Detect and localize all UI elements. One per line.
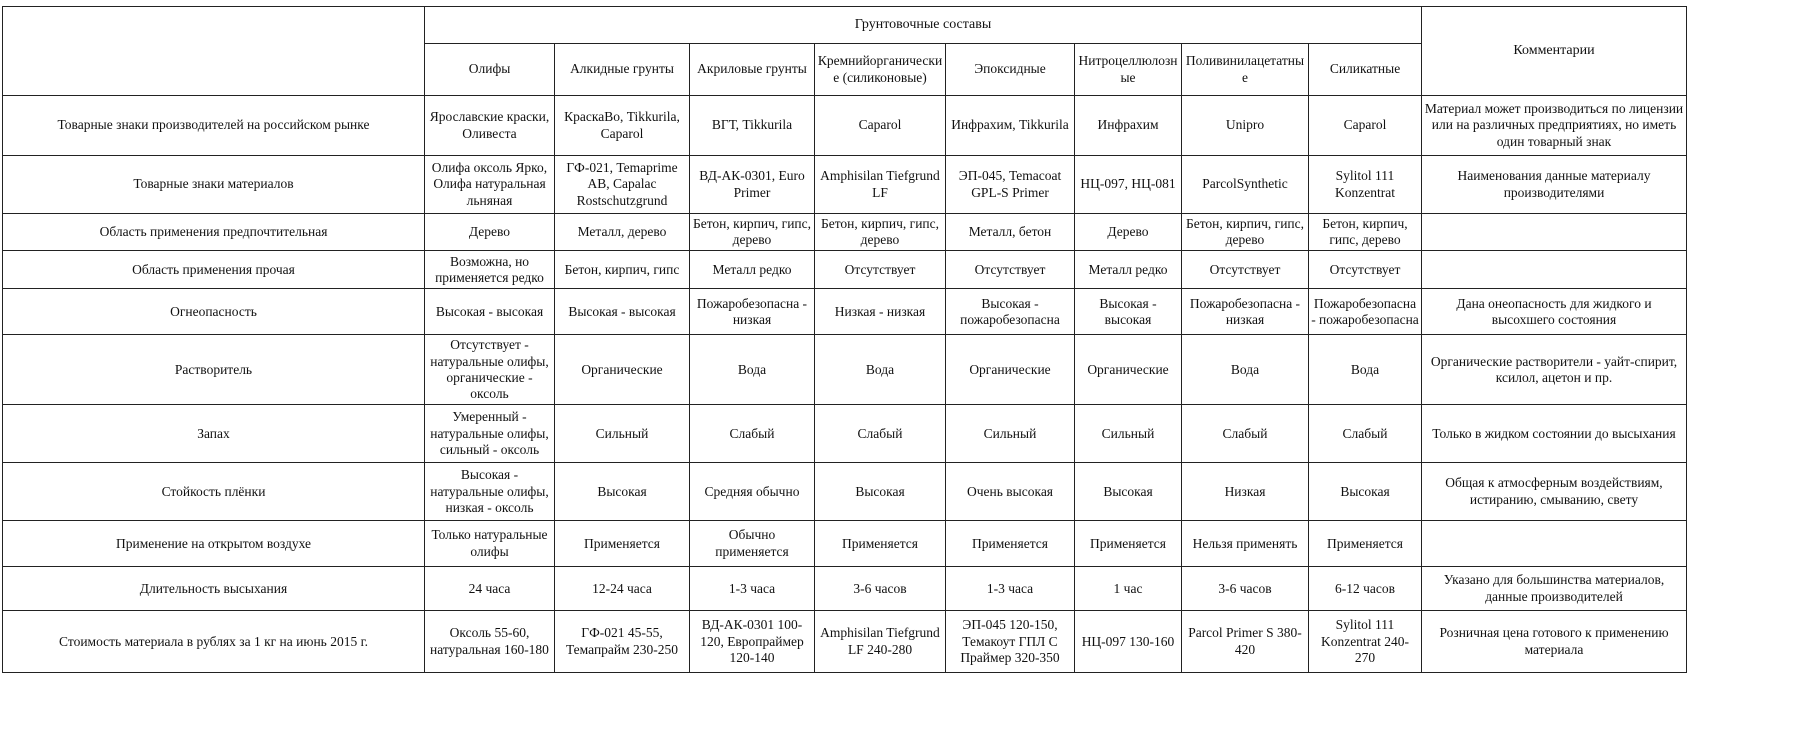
table-cell: Caparol <box>815 96 946 156</box>
table-row <box>3 521 1687 567</box>
comment-cell: Только в жидком состоянии до высыхания <box>1422 405 1687 463</box>
table-cell: Обычно применяется <box>690 521 815 567</box>
table-cell: Металл, дерево <box>555 214 690 251</box>
table-cell: КраскаВо, Tikkurila, Caparol <box>555 96 690 156</box>
row-label: Применение на открытом воздухе <box>3 521 425 567</box>
table-cell: 3-6 часов <box>1182 567 1309 611</box>
table-cell: НЦ-097, НЦ-081 <box>1075 156 1182 214</box>
table-cell: 1-3 часа <box>946 567 1075 611</box>
table-cell: Sylitol 111 Konzentrat <box>1309 156 1422 214</box>
table-cell: Металл, бетон <box>946 214 1075 251</box>
table-cell: Инфрахим <box>1075 96 1182 156</box>
table-cell: Вода <box>1309 335 1422 405</box>
table-cell: ВГТ, Tikkurila <box>690 96 815 156</box>
table-row <box>3 289 1687 335</box>
table-cell: Органические <box>1075 335 1182 405</box>
header-corner-cell <box>3 7 425 96</box>
comment-cell <box>1422 251 1687 289</box>
table-cell: Бетон, кирпич, гипс <box>555 251 690 289</box>
table-cell: Amphisilan Tiefgrund LF <box>815 156 946 214</box>
table-header <box>3 7 1687 96</box>
table-cell: Amphisilan Tiefgrund LF 240-280 <box>815 611 946 673</box>
table-cell: ЭП-045 120-150, Темакоут ГПЛ С Праймер 320-350 <box>946 611 1075 673</box>
table-cell: Применяется <box>1309 521 1422 567</box>
table-cell: Оксоль 55-60, натуральная 160-180 <box>425 611 555 673</box>
table-row <box>3 251 1687 289</box>
comment-cell <box>1422 521 1687 567</box>
row-label: Область применения прочая <box>3 251 425 289</box>
table-cell: Высокая - пожаробезопасна <box>946 289 1075 335</box>
row-label: Огнеопасность <box>3 289 425 335</box>
table-cell: Применяется <box>1075 521 1182 567</box>
table-cell: Отсутствует - натуральные олифы, органические - оксоль <box>425 335 555 405</box>
table-cell: Только натуральные олифы <box>425 521 555 567</box>
column-header: Поливинилацетатные <box>1182 44 1309 96</box>
table-body <box>3 96 1687 673</box>
table-cell: Слабый <box>815 405 946 463</box>
table-cell: Бетон, кирпич, гипс, дерево <box>1182 214 1309 251</box>
table-cell: Высокая - высокая <box>555 289 690 335</box>
row-label: Длительность высыхания <box>3 567 425 611</box>
table-cell: Отсутствует <box>946 251 1075 289</box>
primer-comparison-table <box>2 6 1687 673</box>
table-cell: Высокая <box>555 463 690 521</box>
comment-cell: Дана онеопасность для жидкого и высохшего состояния <box>1422 289 1687 335</box>
table-cell: 1-3 часа <box>690 567 815 611</box>
table-cell: Пожаробезопасна - низкая <box>690 289 815 335</box>
column-header: Олифы <box>425 44 555 96</box>
table-cell: Отсутствует <box>1309 251 1422 289</box>
table-row <box>3 611 1687 673</box>
table-cell: Вода <box>815 335 946 405</box>
table-cell: Высокая <box>1309 463 1422 521</box>
table-cell: Очень высокая <box>946 463 1075 521</box>
table-cell: Sylitol 111 Konzentrat 240-270 <box>1309 611 1422 673</box>
column-header: Алкидные грунты <box>555 44 690 96</box>
table-cell: Отсутствует <box>1182 251 1309 289</box>
table-cell: Органические <box>946 335 1075 405</box>
table-cell: Высокая <box>1075 463 1182 521</box>
row-label: Растворитель <box>3 335 425 405</box>
table-cell: 3-6 часов <box>815 567 946 611</box>
table-row <box>3 156 1687 214</box>
table-cell: Пожаробезопасна - низкая <box>1182 289 1309 335</box>
table-cell: Ярославские краски, Оливеста <box>425 96 555 156</box>
comment-cell <box>1422 214 1687 251</box>
row-label: Товарные знаки производителей на российском рынке <box>3 96 425 156</box>
comment-cell: Розничная цена готового к применению материала <box>1422 611 1687 673</box>
comment-cell: Общая к атмосферным воздействиям, истиранию, смыванию, свету <box>1422 463 1687 521</box>
table-cell: Бетон, кирпич, гипс, дерево <box>815 214 946 251</box>
comparison-table-container <box>2 6 1687 673</box>
column-header: Кремнийорганические (силиконовые) <box>815 44 946 96</box>
table-cell: Металл редко <box>1075 251 1182 289</box>
table-cell: Слабый <box>1309 405 1422 463</box>
column-header: Нитроцеллюлозные <box>1075 44 1182 96</box>
table-cell: Высокая - высокая <box>425 289 555 335</box>
table-row <box>3 567 1687 611</box>
table-cell: 1 час <box>1075 567 1182 611</box>
table-cell: Слабый <box>690 405 815 463</box>
column-header: Эпоксидные <box>946 44 1075 96</box>
table-cell: Unipro <box>1182 96 1309 156</box>
table-cell: Применяется <box>555 521 690 567</box>
table-cell: ВД-АК-0301 100-120, Европраймер 120-140 <box>690 611 815 673</box>
table-cell: Высокая - высокая <box>1075 289 1182 335</box>
group-title: Грунтовочные составы <box>425 7 1422 44</box>
comment-cell: Наименования данные материалу производителями <box>1422 156 1687 214</box>
table-cell: Применяется <box>946 521 1075 567</box>
row-label: Стоимость материала в рублях за 1 кг на июнь 2015 г. <box>3 611 425 673</box>
comment-cell: Органические растворители - уайт-спирит, ксилол, ацетон и пр. <box>1422 335 1687 405</box>
comment-cell: Указано для большинства материалов, данные производителей <box>1422 567 1687 611</box>
table-cell: Высокая <box>815 463 946 521</box>
table-cell: 24 часа <box>425 567 555 611</box>
table-cell: ВД-АК-0301, Euro Primer <box>690 156 815 214</box>
table-cell: ГФ-021, Temaprime AB, Capalac Rostschutzgrund <box>555 156 690 214</box>
table-cell: Средняя обычно <box>690 463 815 521</box>
column-header: Силикатные <box>1309 44 1422 96</box>
table-cell: Бетон, кирпич, гипс, дерево <box>690 214 815 251</box>
table-cell: Сильный <box>946 405 1075 463</box>
table-cell: Возможна, но применяется редко <box>425 251 555 289</box>
table-cell: Высокая - натуральные олифы, низкая - оксоль <box>425 463 555 521</box>
table-row <box>3 214 1687 251</box>
table-cell: 12-24 часа <box>555 567 690 611</box>
table-cell: Слабый <box>1182 405 1309 463</box>
row-label: Стойкость плёнки <box>3 463 425 521</box>
table-cell: Бетон, кирпич, гипс, дерево <box>1309 214 1422 251</box>
table-cell: Умеренный - натуральные олифы, сильный - оксоль <box>425 405 555 463</box>
table-cell: Низкая <box>1182 463 1309 521</box>
table-cell: Инфрахим, Tikkurila <box>946 96 1075 156</box>
table-cell: 6-12 часов <box>1309 567 1422 611</box>
column-header: Акриловые грунты <box>690 44 815 96</box>
table-cell: Parcol Primer S 380-420 <box>1182 611 1309 673</box>
row-label: Область применения предпочтительная <box>3 214 425 251</box>
comment-cell: Материал может производиться по лицензии или на различных предприятиях, но иметь один товарный знак <box>1422 96 1687 156</box>
row-label: Запах <box>3 405 425 463</box>
comment-column-header: Комментарии <box>1422 7 1687 96</box>
table-cell: Олифа оксоль Ярко, Олифа натуральная льняная <box>425 156 555 214</box>
table-row <box>3 405 1687 463</box>
table-cell: Сильный <box>555 405 690 463</box>
table-cell: Металл редко <box>690 251 815 289</box>
table-cell: Низкая - низкая <box>815 289 946 335</box>
table-cell: Сильный <box>1075 405 1182 463</box>
table-cell: Caparol <box>1309 96 1422 156</box>
table-row <box>3 463 1687 521</box>
table-cell: Дерево <box>425 214 555 251</box>
table-cell: Пожаробезопасна - пожаробезопасна <box>1309 289 1422 335</box>
table-cell: Отсутствует <box>815 251 946 289</box>
table-cell: Применяется <box>815 521 946 567</box>
table-cell: Нельзя применять <box>1182 521 1309 567</box>
table-cell: Дерево <box>1075 214 1182 251</box>
table-cell: ГФ-021 45-55, Темапрайм 230-250 <box>555 611 690 673</box>
table-cell: ЭП-045, Temacoat GPL-S Primer <box>946 156 1075 214</box>
table-cell: НЦ-097 130-160 <box>1075 611 1182 673</box>
table-row <box>3 96 1687 156</box>
table-cell: Вода <box>1182 335 1309 405</box>
table-cell: ParcolSynthetic <box>1182 156 1309 214</box>
table-row <box>3 335 1687 405</box>
table-cell: Органические <box>555 335 690 405</box>
row-label: Товарные знаки материалов <box>3 156 425 214</box>
table-cell: Вода <box>690 335 815 405</box>
